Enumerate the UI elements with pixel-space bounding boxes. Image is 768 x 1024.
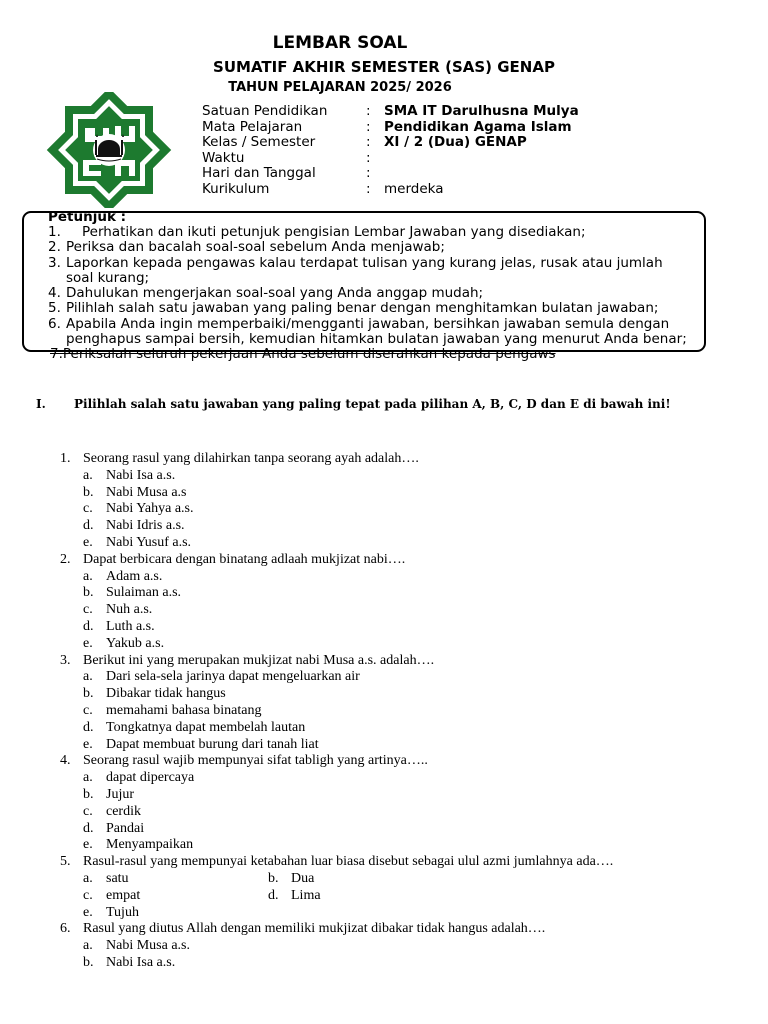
option-letter: d. [83,820,94,836]
page-title: LEMBAR SOAL [272,33,408,53]
info-value: Pendidikan Agama Islam [384,118,572,135]
answer-option[interactable] [83,837,760,854]
question-prompt: Berikut ini yang merupakan mukjizat nabi Musa a.s. adalah…. [83,652,435,668]
option-text: Pandai [106,820,145,836]
answer-options [83,770,760,854]
instructions-item-text: Laporkan kepada pengawas kalau terdapat tulisan yang kurang jelas, rusak atau jumlah [66,254,663,271]
instructions-item-number: 3. [48,254,61,271]
instructions-item-number: 4. [48,285,61,302]
instructions-item [48,240,687,255]
instructions-item-text: Periksa dan bacalah soal-soal sebelum Anda menjawab; [66,239,445,256]
info-colon: : [366,134,371,151]
instructions-item-text: soal kurang; [66,269,150,286]
instructions-item-text: Dahulukan mengerjakan soal-soal yang Anda anggap mudah; [66,285,484,302]
option-text: Dibakar tidak hangus [106,686,226,702]
answer-option[interactable] [83,501,760,518]
answer-options [83,669,760,753]
option-text: cerdik [106,803,141,819]
option-letter: d. [268,887,279,903]
option-text: Nabi Idris a.s. [106,518,185,534]
option-letter: d. [83,719,94,735]
instructions-item-number: 6. [48,315,61,332]
answer-option[interactable] [83,636,760,653]
answer-option[interactable] [83,821,760,838]
info-colon: : [366,165,371,182]
info-label: Hari dan Tanggal [202,165,316,182]
answer-option[interactable] [83,619,760,636]
option-text: Adam a.s. [106,568,163,584]
option-letter: e. [83,837,93,853]
option-text: satu [106,870,129,886]
answer-options [83,938,760,972]
option-text: Sulaiman a.s. [106,585,182,601]
info-value: merdeka [384,180,444,197]
question-prompt: Rasul yang diutus Allah dengan memiliki mukjizat dibakar tidak hangus adalah…. [83,921,546,937]
answer-option[interactable] [83,669,760,686]
option-letter: d. [83,618,94,634]
instructions-item [48,286,687,301]
option-letter: e. [83,635,93,651]
info-label: Kurikulum [202,180,270,197]
option-letter: c. [83,887,93,903]
option-text: Dari sela-sela jarinya dapat mengeluarkan air [106,669,360,685]
answer-options [83,871,760,921]
instructions-item [48,256,687,271]
option-letter: a. [83,938,93,954]
question-prompt: Rasul-rasul yang mempunyai ketabahan luar biasa disebut sebagai ulul azmi jumlahnya ada…. [83,854,614,870]
info-colon: : [366,180,371,197]
instructions-item-number: 1. [48,224,61,240]
academic-year: TAHUN PELAJARAN 2025/ 2026 [228,80,452,95]
question-list [60,451,760,972]
answer-option[interactable] [83,720,760,737]
option-letter: b. [83,585,94,601]
option-letter: a. [83,770,93,786]
answer-option[interactable] [83,602,760,619]
option-letter: e. [83,736,93,752]
answer-option[interactable] [83,787,760,804]
instructions-item-text: penghapus sampai bersih, kemudian hitamkan bulatan jawaban yang menurut Anda benar; [66,331,687,348]
question-text [60,921,760,938]
option-letter: b. [268,870,279,886]
option-text: Tujuh [106,904,139,920]
question-text [60,854,760,871]
instructions-item [48,317,687,332]
info-label: Satuan Pendidikan [202,103,328,119]
option-text: Yakub a.s. [106,635,165,651]
question-number: 5. [60,854,71,870]
option-text: Dua [291,870,315,886]
option-text: dapat dipercaya [106,770,195,786]
answer-option[interactable] [83,569,760,586]
option-text: Nabi Isa a.s. [106,954,176,970]
question-number: 4. [60,753,71,769]
answer-option[interactable] [268,871,468,888]
section-instruction: Pilihlah salah satu jawaban yang paling tepat pada pilihan A, B, C, D dan E di bawah ini! [74,397,671,411]
info-colon: : [366,118,371,135]
option-text: Luth a.s. [106,618,155,634]
info-label: Mata Pelajaran [202,118,303,135]
option-text: Nabi Yahya a.s. [106,501,194,517]
exam-subtitle: SUMATIF AKHIR SEMESTER (SAS) GENAP [213,58,555,76]
option-text: Tongkatnya dapat membelah lautan [106,719,306,735]
answer-option[interactable] [83,888,268,905]
option-text: Nabi Isa a.s. [106,467,176,483]
option-text: Jujur [106,786,134,802]
instructions-item-text: Apabila Anda ingin memperbaiki/mengganti jawaban, bersihkan jawaban semula dengan [66,315,670,332]
option-letter: e. [83,904,93,920]
answer-option[interactable] [83,535,760,552]
instructions-item [48,301,687,316]
answer-option[interactable] [83,468,760,485]
answer-option[interactable] [83,804,760,821]
question-prompt: Seorang rasul wajib mempunyai sifat tabligh yang artinya….. [83,753,428,769]
option-letter: a. [83,669,93,685]
answer-option[interactable] [83,703,760,720]
answer-option[interactable] [83,518,760,535]
option-text: Nabi Musa a.s. [106,938,190,954]
option-letter: b. [83,686,94,702]
option-letter: b. [83,786,94,802]
instructions-item-number: 2. [48,239,61,256]
instructions-item-text: Pilihlah salah satu jawaban yang paling benar dengan menghitamkan bulatan jawaban; [66,300,659,317]
question-number: 2. [60,551,71,567]
answer-option[interactable] [83,485,760,502]
option-letter: a. [83,568,93,584]
option-letter: c. [83,702,93,718]
school-logo-icon [38,92,180,208]
answer-option[interactable] [268,888,468,905]
info-label: Kelas / Semester [202,134,316,151]
logo-graphic [38,92,180,208]
option-letter: a. [83,870,93,886]
info-colon: : [366,149,371,166]
question-prompt: Dapat berbicara dengan binatang adlaah mukjizat nabi…. [83,551,406,567]
option-letter: a. [83,467,93,483]
option-letter: c. [83,602,93,618]
answer-options [83,468,760,552]
answer-option[interactable] [83,770,760,787]
question-text [60,653,760,670]
question-number: 3. [60,652,71,668]
section-number: I. [36,397,46,411]
question-text [60,451,760,468]
instructions-item-7: 7.Periksalah seluruh pekerjaan Anda sebelum diserahkan kepada pengaws [50,346,556,362]
info-value: XI / 2 (Dua) GENAP [384,134,527,151]
answer-option[interactable] [83,737,760,754]
option-text: Lima [291,887,321,903]
option-text: Nabi Yusuf a.s. [106,534,192,550]
answer-option[interactable] [83,585,760,602]
option-text: Nabi Musa a.s [106,484,187,500]
question-text [60,753,760,770]
instructions-list [48,225,687,347]
info-colon: : [366,103,371,119]
answer-option[interactable] [83,938,760,955]
answer-option[interactable] [83,686,760,703]
option-letter: c. [83,803,93,819]
question-number: 1. [60,451,71,466]
answer-option[interactable] [83,871,268,888]
instructions-item-text: Perhatikan dan ikuti petunjuk pengisian Lembar Jawaban yang disediakan; [82,224,586,240]
instructions-item-number: 5. [48,300,61,317]
question-number: 6. [60,921,71,937]
info-value: SMA IT Darulhusna Mulya [384,103,579,119]
instructions-title: Petunjuk : [48,209,127,225]
option-text: Nuh a.s. [106,602,153,618]
question-text [60,552,760,569]
option-letter: b. [83,484,94,500]
answer-options [83,569,760,653]
instructions-item [48,225,687,240]
option-text: empat [106,887,141,903]
option-letter: e. [83,534,93,550]
option-letter: c. [83,501,93,517]
answer-option[interactable] [83,955,760,972]
info-label: Waktu [202,149,245,166]
option-text: Dapat membuat burung dari tanah liat [106,736,319,752]
option-letter: d. [83,518,94,534]
question-prompt: Seorang rasul yang dilahirkan tanpa seorang ayah adalah…. [83,451,419,466]
instructions-item [48,271,687,286]
option-text: memahami bahasa binatang [106,702,262,718]
option-text: Menyampaikan [106,837,194,853]
option-letter: b. [83,954,94,970]
answer-option[interactable] [83,905,268,922]
